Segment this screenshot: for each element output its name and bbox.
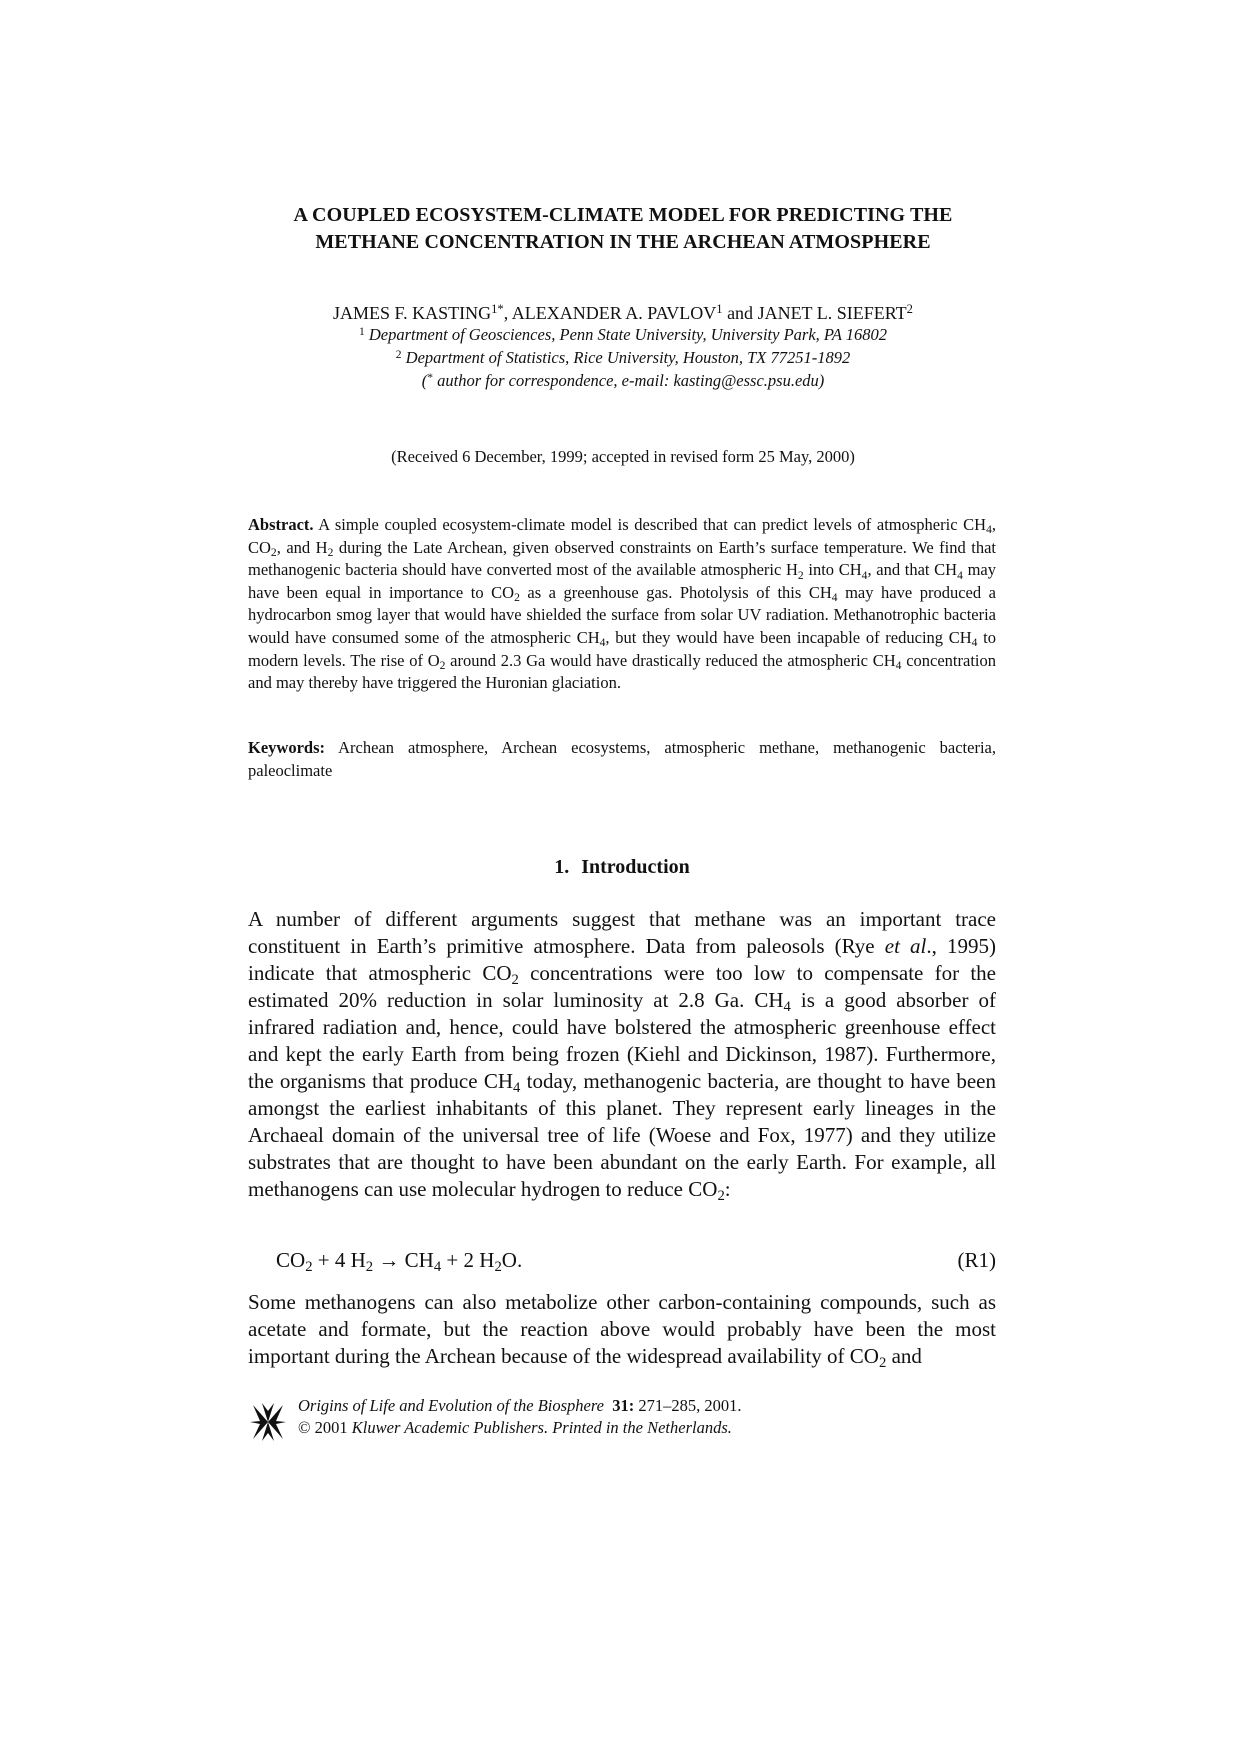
body-text: today, methanogenic bacteria, are thought to have been amongst the earliest inhabitants of this planet. They represent early lineages in the Archaeal domain of the universal tree of life (Woese and Fox, 1977) and they utilize substrates that are thought to have been abundant on the early Earth. For example, all methanogens can use molecular hydrogen to reduce CO: [248, 1069, 996, 1201]
equation-text: + 4 H: [312, 1248, 366, 1272]
subscript: 4: [861, 569, 868, 582]
keywords: [248, 737, 996, 782]
subscript: 4: [957, 569, 963, 582]
subscript: 2: [878, 1355, 887, 1372]
subscript: 2: [494, 1259, 502, 1276]
equation-text: O.: [501, 1248, 523, 1272]
body-text: A number of different arguments suggest that methane was an important trace constituent in Earth’s primitive atmosphere. Data from paleosols (Rye: [248, 907, 996, 958]
affiliation-1: [250, 324, 996, 346]
subscript: 4: [783, 999, 791, 1016]
abstract-text: concentration and may thereby have triggered the Huronian glaciation.: [248, 650, 996, 693]
paper-title: [250, 202, 996, 256]
body-text: concentrations were too low to compensate for the estimated 20% reduction in solar luminosity at 2.8 Ga. CH: [248, 961, 996, 1012]
abstract-text: , and H: [276, 537, 328, 557]
equation-r1: [276, 1247, 996, 1274]
author-affil-mark: 1: [491, 302, 498, 317]
author-name: JAMES F. KASTING: [333, 303, 492, 323]
publisher: Kluwer Academic Publishers. Printed in the Netherlands.: [351, 1418, 732, 1437]
correspondence-text: author for correspondence, e-mail: kasting@essc.psu.edu): [433, 371, 825, 390]
author-name: ALEXANDER A. PAVLOV: [511, 303, 717, 323]
abstract-text: may have been equal in importance to CO: [248, 560, 996, 602]
subscript: 4: [599, 637, 606, 650]
equation-label: (R1): [957, 1248, 996, 1272]
received-dates: (Received 6 December, 1999; accepted in revised form 25 May, 2000): [391, 447, 855, 466]
author-separator: and: [722, 303, 758, 323]
equation-text: CO: [276, 1248, 306, 1272]
subscript: 4: [986, 524, 992, 537]
affiliation-text: Department of Geosciences, Penn State University, University Park, PA 16802: [364, 325, 888, 344]
subscript: 2: [511, 972, 519, 989]
title-line-1: A COUPLED ECOSYSTEM-CLIMATE MODEL FOR PREDICTING THE: [293, 204, 953, 226]
affiliation-text: Department of Statistics, Rice University, Houston, TX 77251-1892: [401, 348, 851, 367]
subscript: 2: [797, 569, 804, 582]
abstract-text: around 2.3 Ga would have drastically reduced the atmospheric CH: [445, 650, 896, 670]
subscript: 4: [895, 660, 902, 673]
subscript: 4: [971, 637, 978, 650]
equation-text: → CH: [373, 1248, 434, 1272]
intro-paragraph-2: [248, 1289, 996, 1370]
journal-name: Origins of Life and Evolution of the Biosphere: [298, 1396, 604, 1415]
journal-volume: 31:: [612, 1396, 635, 1415]
section-title: Introduction: [581, 856, 690, 878]
section-heading: [248, 854, 996, 880]
body-text: and: [886, 1344, 922, 1368]
author-affil-mark: 1: [716, 302, 723, 317]
equation-text: + 2 H: [441, 1248, 495, 1272]
abstract-text: as a greenhouse gas. Photolysis of this CH: [519, 582, 832, 602]
abstract-text: during the Late Archean, given observed constraints on Earth’s surface temperature. We find that methanogenic bacteria should have converted most of the available atmospheric H: [248, 537, 996, 580]
subscript: 2: [270, 547, 277, 560]
subscript: 2: [439, 660, 446, 673]
subscript: 4: [433, 1259, 442, 1276]
journal-pages: 271–285, 2001.: [634, 1396, 742, 1415]
author-corresp-mark: *: [497, 302, 504, 317]
correspondence-note: [250, 370, 996, 392]
affiliation-number: 2: [395, 348, 402, 361]
abstract-label: Abstract.: [248, 515, 314, 534]
journal-footer: [250, 1395, 996, 1455]
footer-citation-line: [298, 1395, 742, 1417]
correspondence-open: (: [421, 371, 428, 390]
body-text: is a good absorber of infrared radiation and, hence, could have bolstered the atmospheric greenhouse effect and kept the early Earth from being frozen (Kiehl and Dickinson, 1987). Furthermore, the organisms that produce CH: [248, 988, 996, 1093]
keywords-label: Keywords:: [248, 738, 325, 757]
author-name: JANET L. SIEFERT: [757, 303, 907, 323]
abstract-text: , and that CH: [867, 560, 958, 580]
subscript: 4: [513, 1080, 521, 1097]
affiliation-2: [250, 347, 996, 369]
affiliation-number: 1: [358, 325, 365, 338]
author-separator: ,: [503, 303, 512, 323]
abstract-text: , but they would have been incapable of reducing CH: [605, 627, 972, 647]
footer-copyright-line: [298, 1417, 742, 1439]
title-line-2: METHANE CONCENTRATION IN THE ARCHEAN ATMOSPHERE: [315, 231, 931, 253]
abstract-text: A simple coupled ecosystem-climate model is described that can predict levels of atmospheric CH: [313, 515, 987, 534]
author-list: [250, 302, 996, 324]
citation-et-al: et al: [884, 934, 927, 958]
keywords-text: Archean atmosphere, Archean ecosystems, atmospheric methane, methanogenic bacteria, paleoclimate: [248, 738, 996, 780]
abstract-text: to modern levels. The rise of O: [248, 627, 997, 670]
author-affil-mark: 2: [906, 302, 913, 317]
body-text: Some methanogens can also metabolize other carbon-containing compounds, such as acetate and formate, but the reaction above would probably have been the most important during the Archean because of the widespread availability of CO: [248, 1290, 996, 1368]
body-text: ., 1995) indicate that atmospheric CO: [248, 934, 996, 985]
subscript: 4: [831, 592, 838, 605]
abstract-text: may have produced a hydrocarbon smog layer that would have shielded the surface from solar UV radiation. Methanotrophic bacteria would have consumed some of the atmospheric CH: [248, 582, 996, 647]
intro-paragraph-1: [248, 906, 996, 1203]
subscript: 2: [327, 547, 334, 560]
subscript: 2: [717, 1188, 725, 1205]
subscript: 2: [514, 592, 520, 605]
abstract-text: , CO: [248, 515, 996, 557]
section-number: 1.: [554, 856, 570, 878]
abstract-text: into CH: [803, 560, 862, 580]
publisher-logo-icon: [250, 1401, 286, 1443]
footer-text: [298, 1395, 742, 1439]
copyright: © 2001: [298, 1418, 352, 1437]
subscript: 2: [305, 1259, 313, 1276]
correspondence-star: *: [427, 371, 434, 384]
abstract: [248, 514, 996, 695]
body-text: :: [724, 1177, 731, 1201]
subscript: 2: [365, 1259, 374, 1276]
